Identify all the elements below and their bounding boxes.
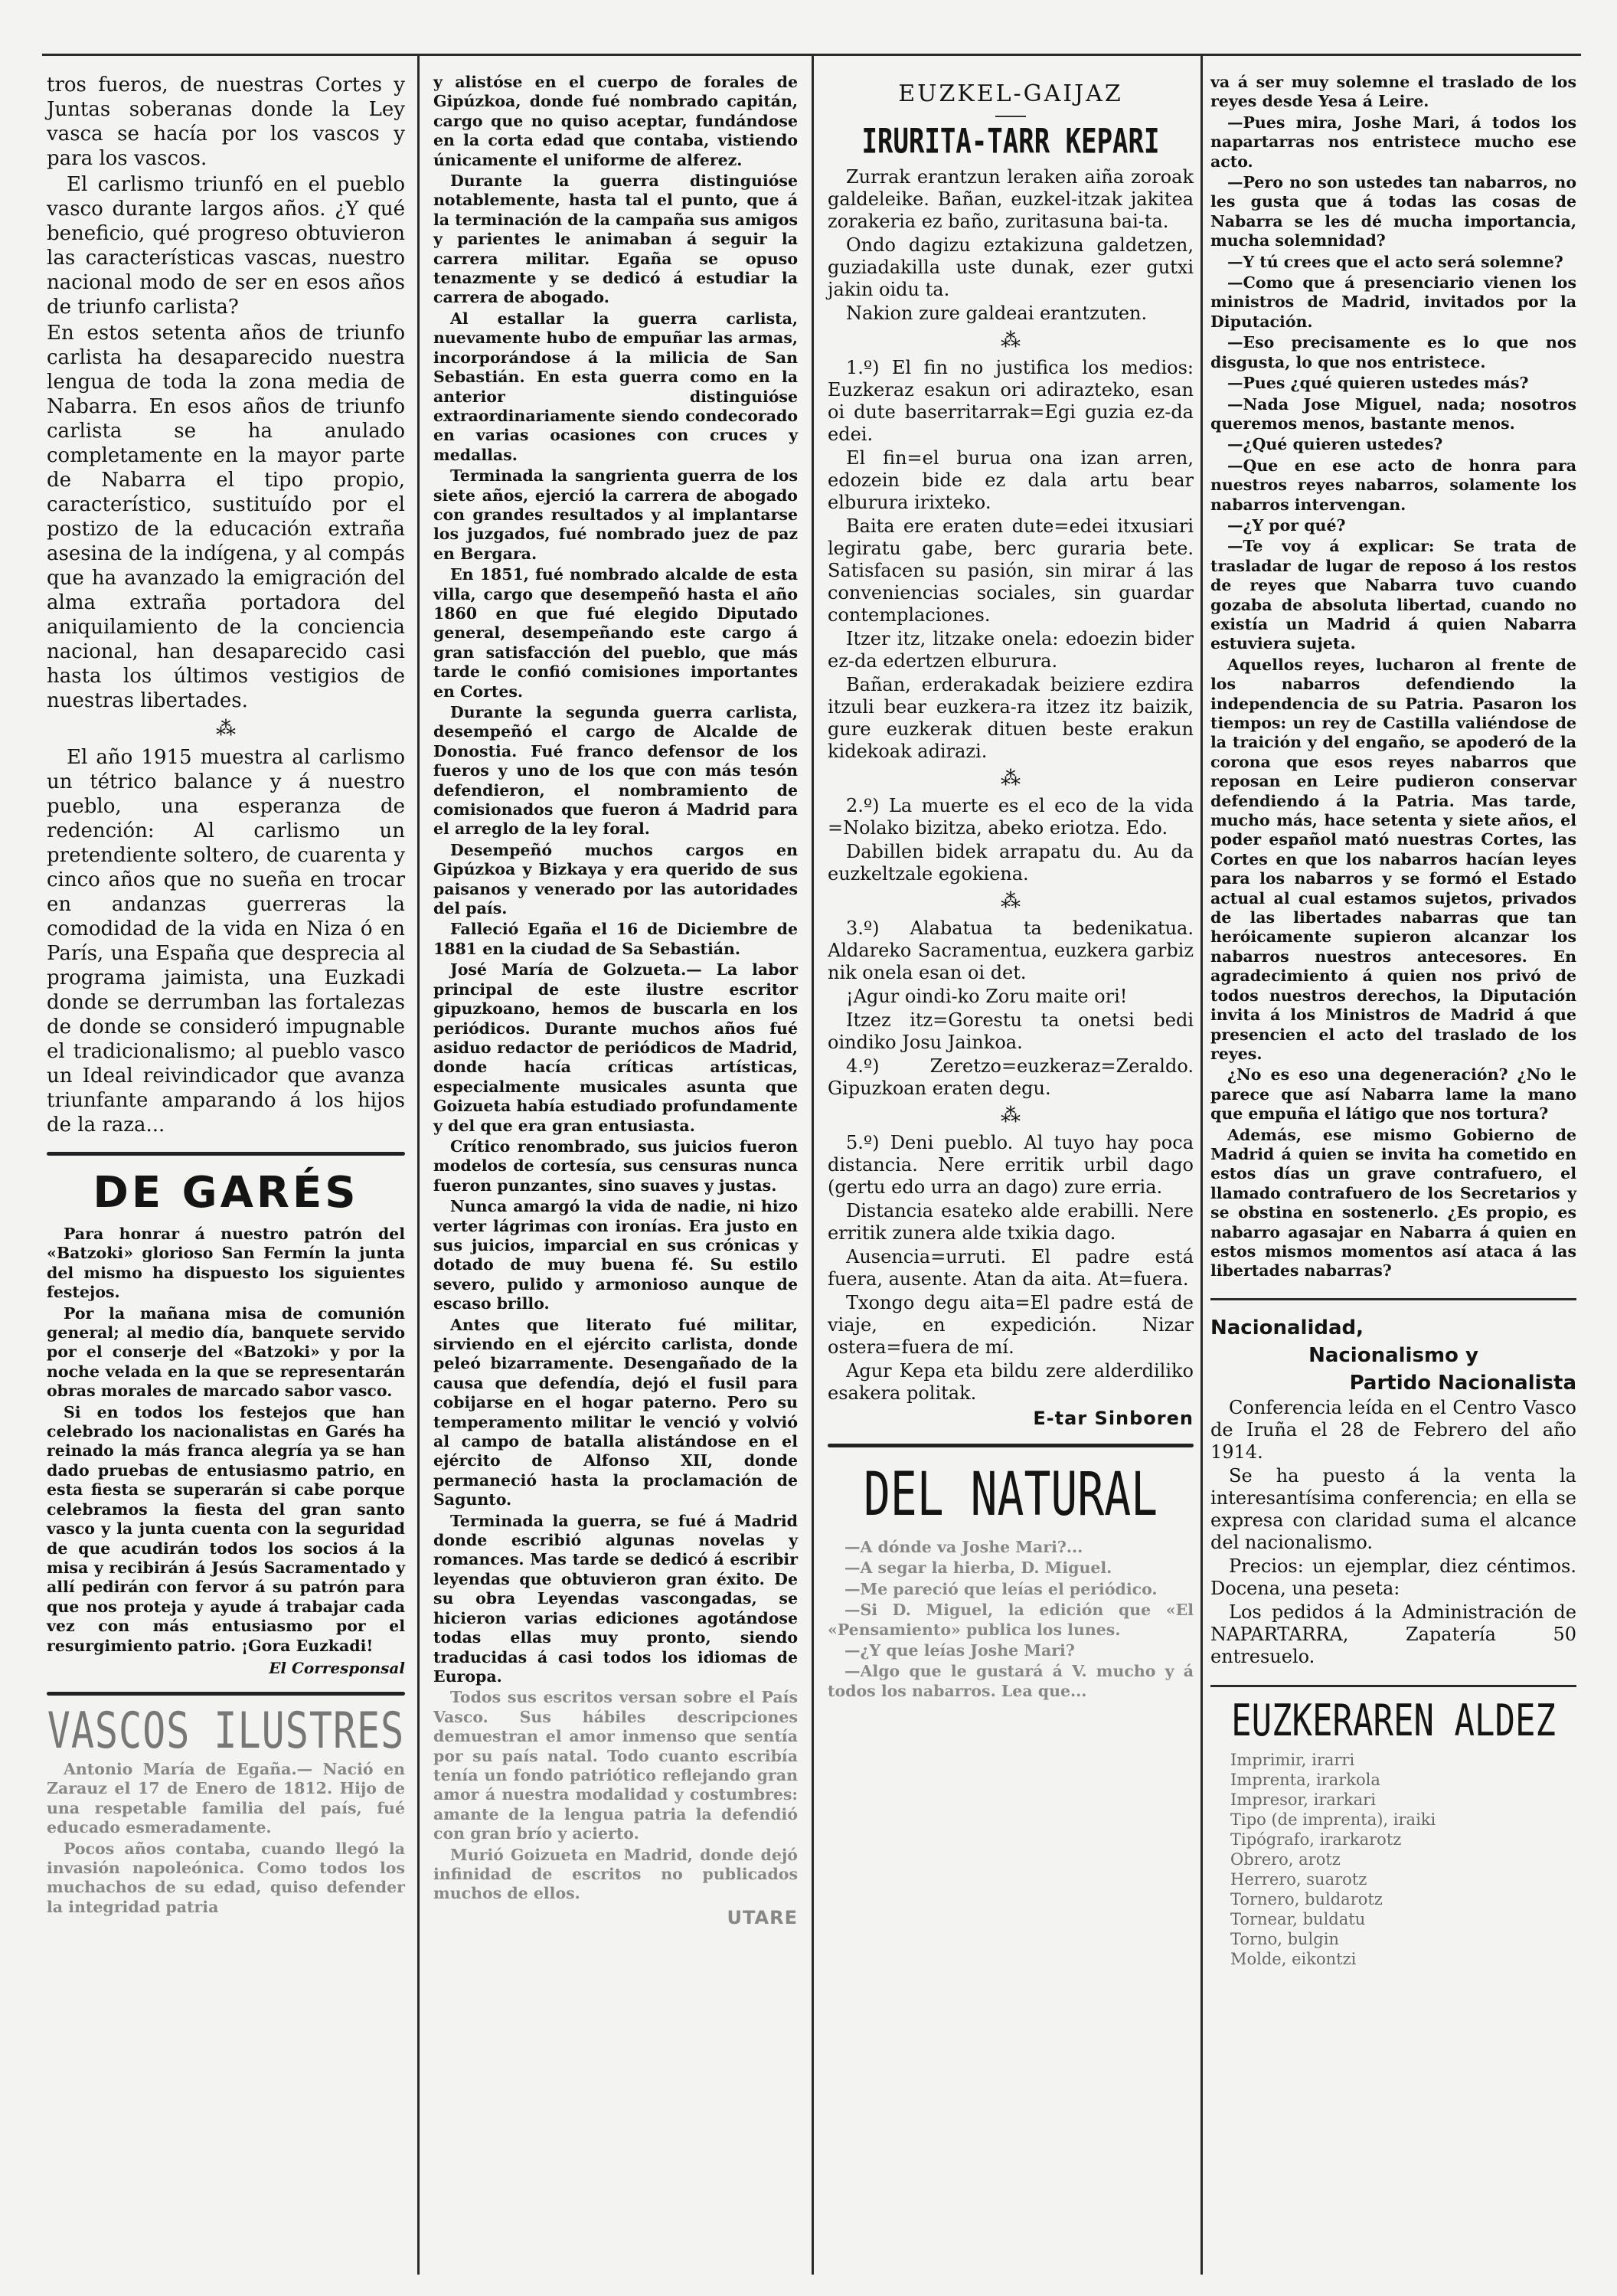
article-paragraph: 5.º) Deni pueblo. Al tuyo hay poca distancia. Nere erritik urbil dago (gertu edo urra an dago) zure erria. xyxy=(828,1132,1194,1198)
article-paragraph: Nakion zure galdeai erantzuten. xyxy=(846,303,1148,324)
vocabulary-item: Obrero, arotz xyxy=(1230,1850,1341,1869)
ad-paragraph: Se ha puesto á la venta la interesantísima conferencia; en ella se expresa con claridad suma el alcance del nacionalismo. xyxy=(1210,1464,1576,1553)
article-paragraph: Zurrak erantzun leraken aiña zoroak galdeleike. Bañan, euzkel-itzak jakitea zorakeria ez baño, zuritasuna bai-ta. xyxy=(828,166,1194,232)
article-paragraph: Si en todos los festejos que han celebrado los nacionalistas en Garés ha reinado la más franca alegría ya se han dado pruebas de entusiasmo patrio, en esta fiesta se superarán si cabe porque celebramos la fiesta del gran santo vasco y la junta cuenta con la seguridad de que acudirán todos los socios á la misa y recibirán á Jesús Sacramentado y allí pedirán con fervor á su patrón para que nos proteja y ayude á trabajar cada vez con más entusiasmo por el resurgimiento patrio. ¡Gora Euzkadi! xyxy=(47,1402,405,1655)
article-paragraph: Distancia esateko alde erabilli. Nere erritik zunera alde txikia dago. xyxy=(828,1200,1194,1244)
signature: El Corresponsal xyxy=(269,1658,405,1677)
article-paragraph: Durante la guerra distinguióse notablemente, hasta tal el punto, que á la terminación de la campaña sus amigos y parientes le animaban á seguir la carrera militar. Egaña se opuso tenazmente y se dedicó á estudiar la carrera de abogado. xyxy=(433,172,798,307)
ad-title-line-2: Nacionalismo y xyxy=(1308,1343,1478,1367)
article-paragraph: Bañan, erderakadak beiziere ezdira itzuli bear euzkera-ra itzez itz baizik, gure euzkerak dituen beste erakun kidekoak adirazi. xyxy=(828,674,1194,762)
carlismo-article xyxy=(47,73,405,1137)
article-paragraph: Itzer itz, litzake onela: edoezin bider ez-da edertzen elburura. xyxy=(828,628,1194,672)
column-2 xyxy=(429,73,802,2263)
dialogue-line: —¿Y por qué? xyxy=(1227,515,1346,535)
article-paragraph: Desempeñó muchos cargos en Gipúzkoa y Bizkaya y era querido de sus paisanos y venerado por las autoridades del país. xyxy=(433,840,798,918)
article-paragraph: Agur Kepa eta bildu zere alderdiliko esakera politak. xyxy=(828,1360,1194,1404)
vocabulary-item: Tornero, buldarotz xyxy=(1230,1889,1383,1908)
article-paragraph: Para honrar á nuestro patrón del «Batzoki» glorioso San Fermín la junta del mismo ha dispuesto los siguientes festejos. xyxy=(47,1225,405,1302)
article-paragraph: Crítico renombrado, sus juicios fueron modelos de cortesía, sus censuras nunca fueron punzantes, sino suaves y justas. xyxy=(433,1137,798,1195)
asterism: ⁂ xyxy=(1001,1104,1021,1127)
article-paragraph: Ondo dagizu eztakizuna galdetzen, guziadakilla uste dunak, ezer gutxi jakin oidu ta. xyxy=(828,234,1194,300)
vocabulary-item: Imprenta, irarkola xyxy=(1230,1770,1380,1789)
article-paragraph: Pocos años contaba, cuando llegó la invasión napoleónica. Como todos los muchachos de su edad, quiso defender la integridad patria xyxy=(47,1839,405,1916)
article-paragraph: Baita ere eraten dute=edei itxusiari legiratu gabe, berc guraria bete. Satisfacen su pasión, sin mirar á las conveniencias sociales, sin guardar contemplaciones. xyxy=(828,515,1194,626)
dialogue-line: —Eso precisamente es lo que nos disgusta, lo que nos entristece. xyxy=(1210,333,1576,371)
dialogue-line: —¿Y que leías Joshe Mari? xyxy=(844,1641,1075,1660)
article-paragraph: tros fueros, de nuestras Cortes y Juntas soberanas donde la Ley vasca se hacía por los vascos y para los vascos. xyxy=(47,74,405,170)
column-1 xyxy=(42,73,410,2263)
dialogue-line: —Me pareció que leías el periódico. xyxy=(844,1579,1158,1598)
vocabulary-item: Tornear, buldatu xyxy=(1230,1909,1366,1928)
article-paragraph: Durante la segunda guerra carlista, desempeñó el cargo de Alcalde de Donostia. Fué franco defensor de los fueros y uno de los que con más tesón defendieron, el nombramiento de comisionados que fueron á Madrid para el arreglo de la ley foral. xyxy=(433,703,798,839)
asterism: ⁂ xyxy=(1001,890,1021,913)
ad-paragraph: Los pedidos á la Administración de NAPARTARRA, Zapatería 50 entresuelo. xyxy=(1210,1601,1576,1667)
ad-paragraph: Conferencia leída en el Centro Vasco de Iruña el 28 de Febrero del año 1914. xyxy=(1210,1396,1576,1463)
vocabulary-item: Herrero, suarotz xyxy=(1230,1869,1367,1889)
article-paragraph: En 1851, fué nombrado alcalde de esta villa, cargo que desempeñó hasta el año 1860 en que fué elegido Diputado general, desempeñando este cargo á gran satisfacción del pueblo, que más tarde le confió comisiones importantes en Cortes. xyxy=(433,565,798,701)
dialogue-line: —Pero no son ustedes tan nabarros, no les gusta que á todas las cosas de Nabarra se les dé mucha importancia, mucha solemnidad? xyxy=(1210,173,1576,250)
dialogue-line: va á ser muy solemne el traslado de los reyes desde Yesa á Leire. xyxy=(1210,73,1576,111)
article-paragraph: Todos sus escritos versan sobre el País Vasco. Sus hábiles descripciones demuestran el amor inmenso que sentía por su país natal. Todo cuanto escribía tenía un fondo patriótico reflejando gran amor á nuestra modalidad y costumbres: amante de la lengua patria la defendió con gran brío y acierto. xyxy=(433,1688,798,1843)
dialogue-line: —Que en ese acto de honra para nuestros reyes nabarros, solamente los nabarros intervengan. xyxy=(1210,456,1576,514)
garés-article xyxy=(47,1225,405,1656)
article-paragraph: Al estallar la guerra carlista, nuevamente hubo de empuñar las armas, incorporándose á la milicia de San Sebastián. En esta guerra como en la anterior distinguióse extraordinariamente siendo condecorado en varias ocasiones con cruces y medallas. xyxy=(433,309,798,464)
column-4 xyxy=(1206,73,1581,2263)
column-divider xyxy=(812,54,814,2275)
asterism: ⁂ xyxy=(1001,329,1021,352)
article-paragraph: Terminada la guerra, se fué á Madrid donde escribió algunas novelas y romances. Mas tarde se dedicó á escribir leyendas que obtuvieron gran éxito. De su obra Leyendas vascongadas, se hicieron varias ediciones agotándose todas ellas muy pronto, siendo traducidas á casi todos los idiomas de Europa. xyxy=(433,1511,798,1686)
asterism: ⁂ xyxy=(216,718,236,741)
asterism: ⁂ xyxy=(1001,767,1021,790)
del-natural-dialogue xyxy=(828,1538,1194,1701)
dialogue-line: —Nada Jose Miguel, nada; nosotros queremos menos, bastante menos. xyxy=(1210,394,1576,433)
column-3 xyxy=(823,73,1198,2263)
vocabulary-item: Torno, bulgin xyxy=(1230,1929,1339,1948)
article-paragraph: Ausencia=urruti. El padre está fuera, ausente. Atan da aita. At=fuera. xyxy=(828,1246,1194,1290)
article-paragraph: Por la mañana misa de comunión general; al medio día, banquete servido por el conserje del «Batzoki» y por la noche velada en la que se representarán obras morales de marcado sabor vasco. xyxy=(47,1303,405,1401)
vocabulary-item: Imprimir, irarri xyxy=(1230,1750,1355,1769)
article-paragraph: 3.º) Alabatua ta bedenikatua. Aldareko Sacramentua, euzkera garbiz nik onela esan oi det. xyxy=(828,917,1194,983)
euzkel-article xyxy=(828,166,1194,1405)
signature: UTARE xyxy=(727,1906,798,1928)
column-divider xyxy=(1200,54,1203,2275)
article-paragraph: Falleció Egaña el 16 de Diciembre de 1881 en la ciudad de Sa Sebastián. xyxy=(433,920,798,958)
dialogue-line: —Pues ¿qué quieren ustedes más? xyxy=(1227,374,1529,393)
dialogue-line: —Como que á presenciario vienen los ministros de Madrid, invitados por la Diputación. xyxy=(1210,273,1576,331)
ornamental-rule xyxy=(47,1148,405,1159)
dialogue-line: —Pues mira, Joshe Mari, á todos los napartarras nos entristece mucho ese acto. xyxy=(1210,113,1576,171)
article-paragraph: Txongo degu aita=El padre está de viaje, en expedición. Nizar ostera=fuera de mí. xyxy=(828,1292,1194,1358)
section-title-vascos-ilustres: VASCOS ILUSTRES xyxy=(47,1702,405,1760)
ad-title-line-3: Partido Nacionalista xyxy=(1349,1371,1576,1395)
article-paragraph: Terminada la sangrienta guerra de los siete años, ejerció la carrera de abogado con grandes resultados y al implantarse los juzgados, fué nombrado juez de paz en Bergara. xyxy=(433,466,798,563)
dialogue-line: ¿No es eso una degeneración? ¿No le parece que así Nabarra lame la mano que empuña el látigo que nos tortura? xyxy=(1210,1065,1576,1123)
section-title-euzkeraren-aldez: EUZKERAREN ALDEZ xyxy=(1231,1695,1556,1747)
ad-title-line-1: Nacionalidad, xyxy=(1210,1316,1364,1339)
vocabulary-item: Tipo (de imprenta), iraiki xyxy=(1230,1810,1436,1829)
article-paragraph: 1.º) El fin no justifica los medios: Euzkeraz esakun ori adirazteko, esan oi dute baserritarrak=Egi guzia ez-da edei. xyxy=(828,357,1194,445)
vocabulary-item: Tipógrafo, irarkarotz xyxy=(1230,1830,1402,1849)
article-paragraph: Nunca amargó la vida de nadie, ni hizo verter lágrimas con ironías. Era justo en sus juicios, imparcial en sus crónicas y dotado de muy buena fé. Su estilo severo, pulido y armonioso aunque de escaso brillo. xyxy=(433,1197,798,1313)
article-paragraph: 2.º) La muerte es el eco de la vida =Nolako bizitza, abeko eriotza. Edo. xyxy=(828,795,1194,839)
section-rule xyxy=(1210,1685,1576,1687)
section-rule xyxy=(1210,1298,1576,1300)
signature: E-tar Sinboren xyxy=(1033,1408,1194,1429)
section-title-del-natural: DEL NATURAL xyxy=(863,1459,1158,1529)
article-paragraph: Murió Goizueta en Madrid, donde dejó infinidad de escritos no publicados muchos de ellos. xyxy=(433,1845,798,1903)
dialogue-line: —Te voy á explicar: Se trata de trasladar de lugar de reposo á los restos de reyes que Nabarra tuvo cuando gozaba de absoluta libertad, cuando no existía un Madrid á quien Nabarra estuviera sujeta. xyxy=(1210,537,1576,653)
dialogue-line: Aquellos reyes, lucharon al frente de los nabarros defendiendo la independencia de su Patria. Pasaron los tiempos: un rey de Castilla valiéndose de la traición y del engaño, se apoderó de la corona que esos reyes nabarros que reposan en Leire pudieron conservar defendiendo á la Patria. Mas tarde, mucho más, hace setenta y siete años, el poder español mató nuestras Cortes, las Cortes en que los nabarros hacían leyes para los nabarros y se formó el Estado actual al cual estamos sujetos, privados de las libertades nabarras que tan heróicamente supieron alcanzar los nabarros nuestros antecesores. En agradecimiento á quien nos privó de todos nuestros derechos, la Diputación invita á los Ministros de Madrid á que presencien el acto del traslado de los reyes. xyxy=(1210,655,1576,1063)
dialogue-line: Además, ese mismo Gobierno de Madrid á quien se invita ha cometido en estos días un grave contrafuero, el llamado contrafuero de los Secretarios y se obstina en sostenerlo. ¿Es propio, es nabarro agasajar en Nabarra á quien en estos mismos momentos así ataca á las libertades nabarras? xyxy=(1210,1125,1576,1280)
dialogue-line: —Algo que le gustará á V. mucho y á todos los nabarros. Lea que... xyxy=(828,1662,1194,1700)
article-paragraph: y alistóse en el cuerpo de forales de Gipúzkoa, donde fué nombrado capitán, cargo que no quiso aceptar, fundándose en la corta edad que contaba, vistiendo únicamente el uniforme de alferez. xyxy=(433,73,798,169)
article-paragraph: El año 1915 muestra al carlismo un tétrico balance y á nuestro pueblo, una esperanza de redención: Al carlismo un pretendiente soltero, de cuarenta y cinco años que no sueña en trocar en andanzas guerreras la comodidad de la vida en Niza ó en París, una España que desprecia al programa jaimista, una Euzkadi donde se derrumban las fortalezas de donde se consideró impugnable el tradicionalismo; al pueblo vasco un Ideal reivindicador que avanza triunfante amparando á los hijos de la raza... xyxy=(47,746,405,1137)
conference-ad xyxy=(1210,1397,1576,1668)
short-rule xyxy=(995,116,1026,117)
ad-paragraph: Precios: un ejemplar, diez céntimos. Docena, una peseta: xyxy=(1210,1555,1576,1599)
goizueta-article-end xyxy=(433,1688,798,1928)
del-natural-continuation xyxy=(1210,73,1576,1281)
article-paragraph: José María de Golzueta.— La labor principal de este ilustre escritor gipuzkoano, hemos de buscarla en los periódicos. Durante muchos años fué asiduo redactor de periódicos de Madrid, donde hacía críticas artísticas, especialmente musicales asunta que Goizueta había estudiado profundamente y del que era gran entusiasta. xyxy=(433,960,798,1135)
article-paragraph: En estos setenta años de triunfo carlista ha desaparecido nuestra lengua de toda la zona media de Nabarra. En esos años de triunfo carlista se ha anulado completamente en la mayor parte de Nabarra el tipo propio, característico, sustituído por el postizo de la educación extraña asesina de la indígena, y al compás que ha avanzado la emigración del alma extraña portadora del aniquilamiento de la conciencia nacional, han desaparecido casi hasta los últimos vestigios de nuestras libertades. xyxy=(47,322,405,712)
ornamental-rule xyxy=(828,1440,1194,1451)
ornamental-rule xyxy=(47,1688,405,1699)
vocabulary-item: Molde, eikontzi xyxy=(1230,1949,1357,1968)
article-paragraph: El fin=el burua ona izan arren, edozein bide ez dala artu bear elburura irixteko. xyxy=(828,447,1194,513)
section-title-garés: DE GARÉS xyxy=(93,1168,359,1218)
egaña-article xyxy=(433,73,798,1686)
section-title-euzkel-gaijaz: EUZKEL-GAIJAZ xyxy=(898,80,1123,107)
vocabulary-item: Impresor, irarkari xyxy=(1230,1790,1376,1809)
section-subtitle: IRURITA-TARR KEPARI xyxy=(861,122,1160,162)
vascos-article xyxy=(47,1760,405,1917)
article-paragraph: Antonio María de Egaña.— Nació en Zarauz el 17 de Enero de 1812. Hijo de una respetable familia del país, fué educado esmeradamente. xyxy=(47,1759,405,1837)
column-divider xyxy=(417,54,420,2275)
article-paragraph: 4.º) Zeretzo=euzkeraz=Zeraldo. Gipuzkoan eraten degu. xyxy=(828,1055,1194,1099)
article-paragraph: Dabillen bidek arrapatu du. Au da euzkeltzale egokiena. xyxy=(828,841,1194,885)
article-paragraph: El carlismo triunfó en el pueblo vasco durante largos años. ¿Y qué beneficio, qué progreso obtuvieron las características vascas, nuestro nacional modo de ser en esos años de triunfo carlista? xyxy=(47,173,405,319)
article-paragraph: Antes que literato fué militar, sirviendo en el ejército carlista, donde peleó bizarramente. Desengañado de la causa que defendía, dejó el fusil para cobijarse en el hogar paterno. Pero su temperamento militar le venció y volvió al campo de batalla alistándose en el ejército de Alfonso XII, donde permaneció hasta la proclamación de Sagunto. xyxy=(433,1315,798,1509)
dialogue-line: —¿Qué quieren ustedes? xyxy=(1227,435,1443,454)
dialogue-line: —A segar la hierba, D. Miguel. xyxy=(844,1558,1112,1578)
dialogue-line: —Si D. Miguel, la edición que «El «Pensamiento» publica los lunes. xyxy=(828,1601,1194,1639)
dialogue-line: —A dónde va Joshe Mari?... xyxy=(844,1538,1083,1556)
article-paragraph: Itzez itz=Gorestu ta onetsi bedi oindiko Josu Jainkoa. xyxy=(828,1009,1194,1053)
article-paragraph: ¡Agur oindi-ko Zoru maite ori! xyxy=(846,986,1128,1007)
dialogue-line: —Y tú crees que el acto será solemne? xyxy=(1227,252,1563,271)
vocabulary-list xyxy=(1210,1750,1576,1969)
